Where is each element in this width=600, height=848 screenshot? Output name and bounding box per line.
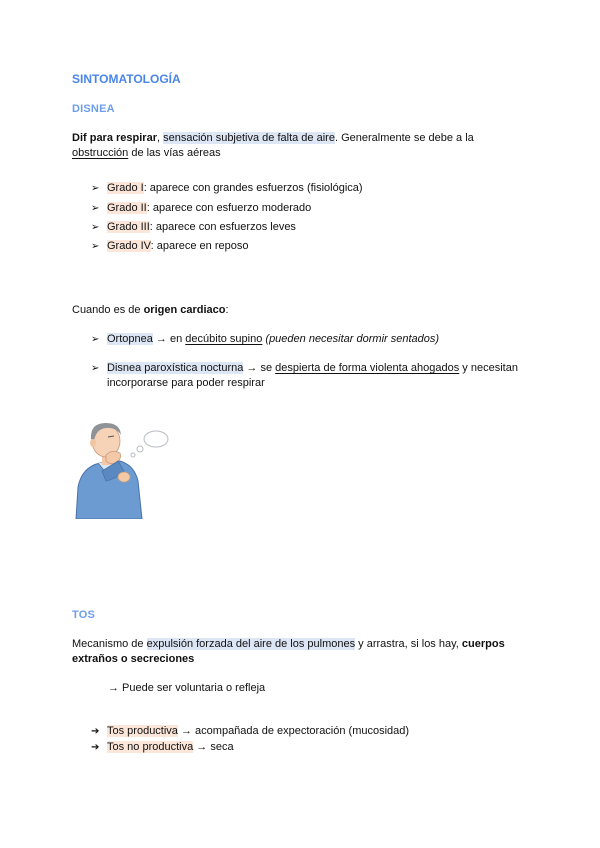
tos-note: → Puede ser voluntaria o refleja (108, 682, 266, 694)
arrowhead-bullet-icon: ➢ (91, 241, 100, 252)
cardiac-item-ortopnea (91, 332, 439, 347)
cardiac-item-italic: (pueden necesitar dormir sentados) (262, 333, 440, 345)
grade-label: Grado II (107, 202, 147, 214)
tos-item-rest: → acompañada de expectoración (mucosidad) (177, 725, 410, 737)
cardiac-item-pnd-line2: incorporarse para poder respirar (107, 377, 265, 389)
section-heading-disnea: DISNEA (72, 103, 115, 115)
cardiac-item-arrow: → se (243, 362, 276, 374)
cardiac-item-highlight: Ortopnea (107, 333, 153, 345)
section-heading-tos: TOS (72, 609, 96, 621)
page-title: SINTOMATOLOGÍA (72, 72, 181, 86)
arrowhead-bullet-icon: ➢ (91, 203, 100, 214)
grade-text: : aparece en reposo (150, 240, 249, 252)
grade-text: : aparece con grandes esfuerzos (fisiológica) (143, 182, 363, 194)
cardiac-item-underlined: decúbito supino (185, 333, 263, 345)
breathless-man-illustration (72, 415, 172, 519)
tos-item (91, 724, 409, 739)
disnea-intro-underlined: obstrucción (72, 147, 129, 159)
cardiac-suffix: : (225, 304, 229, 316)
grade-label: Grado IV (107, 240, 151, 252)
cardiac-item-rest: y necesitan (459, 362, 518, 374)
disnea-intro-line2 (72, 146, 221, 161)
disnea-intro-highlight: sensación subjetiva de falta de aire (163, 132, 335, 144)
grade-text: : aparece con esfuerzos leves (149, 221, 296, 233)
disnea-intro-comma: , (156, 132, 164, 144)
tos-item (91, 740, 234, 755)
tos-intro-bold1: cuerpos (461, 638, 505, 650)
arrowhead-bullet-icon: ➢ (91, 363, 100, 374)
grade-text: : aparece con esfuerzo moderado (146, 202, 312, 214)
tos-item-rest: → seca (193, 741, 234, 753)
cardiac-item-underlined: despierta de forma violenta ahogados (275, 362, 460, 374)
disnea-intro-line1 (72, 131, 474, 146)
cardiac-item-arrow: → en (152, 333, 186, 345)
grade-item (91, 201, 311, 216)
tos-item-highlight: Tos no productiva (107, 741, 194, 753)
arrowhead-bullet-icon: ➢ (91, 334, 100, 345)
cardiac-origin-line (72, 303, 229, 318)
disnea-intro-rest2: de las vías aéreas (128, 147, 221, 159)
tos-intro-highlight: expulsión forzada del aire de los pulmones (146, 638, 356, 650)
arrow-bullet-icon: ➔ (91, 742, 100, 753)
tos-item-highlight: Tos productiva (107, 725, 178, 737)
grade-item (91, 220, 296, 235)
cardiac-prefix: Cuando es de (72, 304, 144, 316)
disnea-intro-rest1: . Generalmente se debe a la (334, 132, 474, 144)
arrowhead-bullet-icon: ➢ (91, 222, 100, 233)
grade-label: Grado I (107, 182, 144, 194)
tos-intro-prefix: Mecanismo de (72, 638, 147, 650)
tos-intro-middle: y arrastra, si los hay, (355, 638, 462, 650)
disnea-intro-bold: Dif para respirar (72, 132, 157, 144)
arrow-bullet-icon: ➔ (91, 726, 100, 737)
cardiac-item-highlight: Disnea paroxística nocturna (107, 362, 244, 374)
tos-intro-line2: extraños o secreciones (72, 653, 195, 665)
tos-intro-line1 (72, 637, 505, 652)
grade-item (91, 181, 363, 196)
cardiac-bold: origen cardiaco (143, 304, 226, 316)
arrowhead-bullet-icon: ➢ (91, 183, 100, 194)
cardiac-item-pnd (91, 361, 518, 376)
grade-label: Grado III (107, 221, 150, 233)
grade-item (91, 239, 248, 254)
